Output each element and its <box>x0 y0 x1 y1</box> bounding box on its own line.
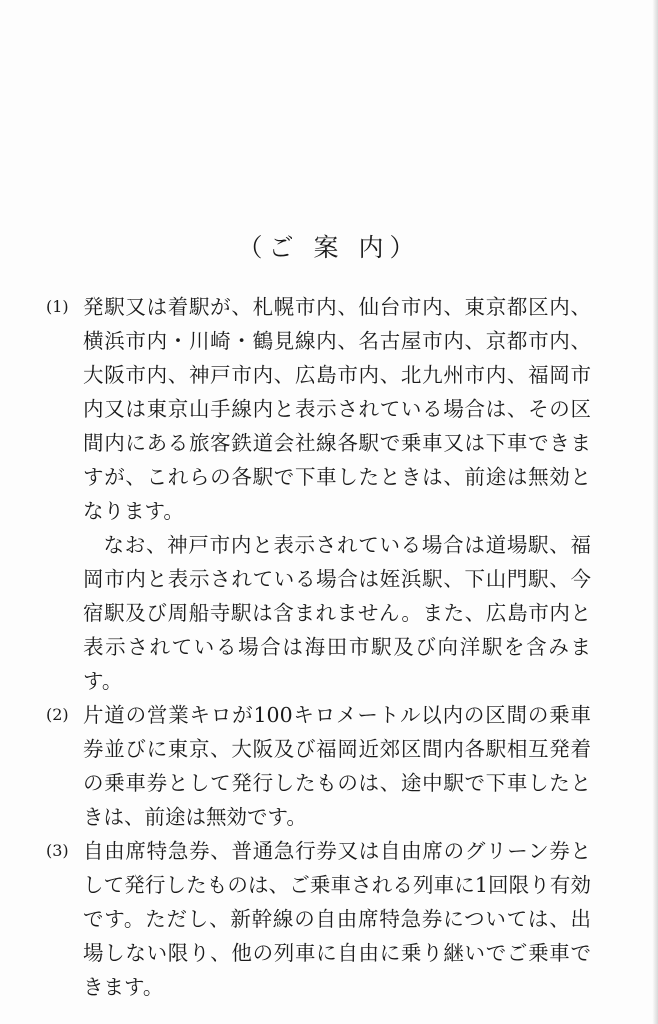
item-number: (3) <box>46 841 69 860</box>
notice-item-1 <box>46 290 591 698</box>
item-paragraph: 発駅又は着駅が、札幌市内、仙台市内、東京都区内、横浜市内・川崎・鶴見線内、名古屋市内、京都市内、大阪市内、神戸市内、広島市内、北九州市内、福岡市内又は東京山手線内と表示されている場合は、その区間内にある旅客鉄道会社線各駅で乗車又は下車できますが、これらの各駅で下車したときは、前途は無効となります。 <box>83 295 591 523</box>
item-number: (1) <box>46 297 69 316</box>
page-title: （ご 案 内） <box>237 233 421 262</box>
notice-item-2 <box>46 698 591 834</box>
item-paragraph: 自由席特急券、普通急行券又は自由席のグリーン券として発行したものは、ご乗車される列車に1回限り有効です。ただし、新幹線の自由席特急券については、出場しない限り、他の列車に自由に乗り継いでご乗車できます。 <box>83 839 591 999</box>
item-number: (2) <box>46 705 69 724</box>
page-edge-shadow <box>652 0 658 1024</box>
notice-body <box>46 290 591 1004</box>
item-paragraph: 片道の営業キロが100キロメートル以内の区間の乗車券並びに東京、大阪及び福岡近郊区間内各駅相互発着の乗車券として発行したものは、途中駅で下車したときは、前途は無効です。 <box>83 703 591 829</box>
notice-item-3 <box>46 834 591 1004</box>
item-paragraph-note: なお、神戸市内と表示されている場合は道場駅、福岡市内と表示されている場合は姪浜駅、下山門駅、今宿駅及び周船寺駅は含まれません。また、広島市内と表示されている場合は海田市駅及び向洋駅を含みます。 <box>83 533 591 693</box>
